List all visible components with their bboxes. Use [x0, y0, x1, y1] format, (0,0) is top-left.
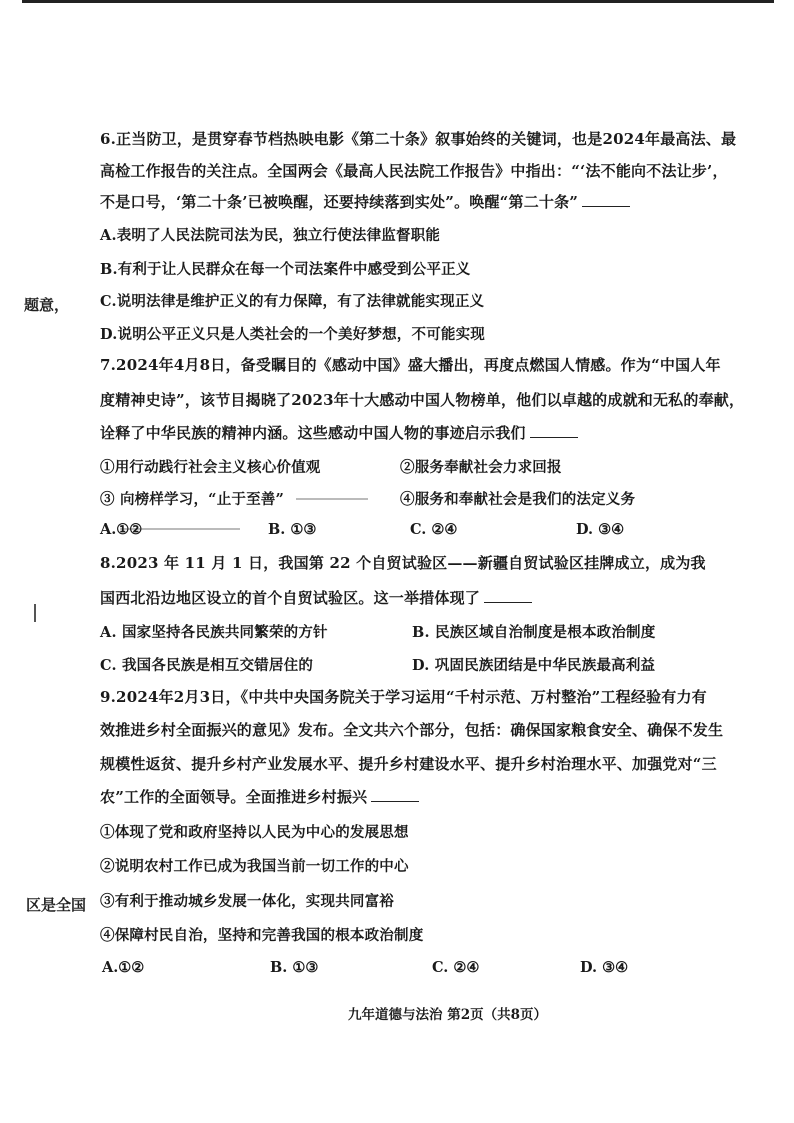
q9-choice-a: A.①② [102, 959, 145, 976]
q8-stem-line-1: 8.2023 年 11 月 1 日，我国第 22 个自贸试验区——新疆自贸试验区挂牌成立，成为我 [100, 554, 706, 572]
q9-choice-c: C. ②④ [432, 959, 480, 976]
q9-stem-line-4: 农”工作的全面领导。全面推进乡村振兴 [100, 786, 419, 807]
q7-item-3: ③ 向榜样学习，“止于至善” [100, 491, 285, 508]
q6-option-b: B.有利于让人民群众在每一个司法案件中感受到公平正义 [100, 261, 471, 278]
q7-item-1: ①用行动践行社会主义核心价值观 [100, 459, 321, 476]
q7-item-2: ②服务奉献社会力求回报 [400, 459, 562, 476]
q8-stem-line-2: 国西北沿边地区设立的首个自贸试验区。这一举措体现了 [100, 587, 532, 608]
page-footer: 九年道德与法治 第2页（共8页） [348, 1007, 547, 1023]
q8-option-a: A. 国家坚持各民族共同繁荣的方针 [100, 624, 328, 641]
margin-mark [34, 604, 36, 622]
q7-choice-b: B. ①③ [268, 521, 317, 538]
q9-stem-line-1: 9.2024年2月3日，《中共中央国务院关于学习运用“千村示范、万村整治”工程经验有力有 [100, 688, 707, 706]
q7-stem-line-1: 7.2024年4月8日，备受瞩目的《感动中国》盛大播出，再度点燃国人情感。作为“中国人年 [100, 356, 721, 374]
q9-item-3: ③有利于推动城乡发展一体化，实现共同富裕 [100, 893, 394, 910]
answer-blank [371, 789, 419, 802]
scan-smudge [296, 498, 368, 500]
q7-item-4: ④服务和奉献社会是我们的法定义务 [400, 491, 636, 508]
q7-choice-c: C. ②④ [410, 521, 458, 538]
q9-item-1: ①体现了党和政府坚持以人民为中心的发展思想 [100, 824, 409, 841]
answer-blank [582, 194, 630, 207]
q9-choice-b: B. ①③ [270, 959, 319, 976]
q7-choice-a: A.①② [100, 521, 143, 538]
margin-note-top: 题意， [24, 296, 70, 314]
q9-item-2: ②说明农村工作已成为我国当前一切工作的中心 [100, 858, 409, 875]
q6-stem-line-2: 高检工作报告的关注点。全国两会《最高人民法院工作报告》中指出：“‘法不能向不法让步’， [100, 162, 728, 180]
answer-blank [530, 425, 578, 438]
q8-option-d: D. 巩固民族团结是中华民族最高利益 [412, 657, 656, 674]
q6-option-a: A.表明了人民法院司法为民，独立行使法律监督职能 [100, 227, 441, 244]
top-border-line [22, 0, 774, 3]
q7-stem-line-3: 诠释了中华民族的精神内涵。这些感动中国人物的事迹启示我们 [100, 422, 578, 443]
answer-blank [484, 590, 532, 603]
q9-choice-d: D. ③④ [580, 959, 629, 976]
q6-option-c: C.说明法律是维护正义的有力保障，有了法律就能实现正义 [100, 293, 485, 310]
q8-option-b: B. 民族区域自治制度是根本政治制度 [412, 624, 656, 641]
q6-stem-line-1: 6.正当防卫，是贯穿春节档热映电影《第二十条》叙事始终的关键词，也是2024年最高法、最 [100, 130, 737, 148]
q7-choice-d: D. ③④ [576, 521, 625, 538]
q9-item-4: ④保障村民自治，坚持和完善我国的根本政治制度 [100, 927, 424, 944]
q7-stem-line-2: 度精神史诗”，该节目揭晓了2023年十大感动中国人物榜单，他们以卓越的成就和无私的奉献， [100, 391, 745, 409]
margin-note-bottom: 区是全国 [26, 896, 87, 914]
q6-stem-line-3: 不是口号，‘第二十条’已被唤醒，还要持续落到实处”。唤醒“第二十条” [100, 191, 630, 212]
q9-stem-line-2: 效推进乡村全面振兴的意见》发布。全文共六个部分，包括：确保国家粮食安全、确保不发生 [100, 721, 724, 739]
q6-option-d: D.说明公平正义只是人类社会的一个美好梦想，不可能实现 [100, 326, 486, 343]
q8-option-c: C. 我国各民族是相互交错居住的 [100, 657, 314, 674]
q9-stem-line-3: 规模性返贫、提升乡村产业发展水平、提升乡村建设水平、提升乡村治理水平、加强党对“三 [100, 755, 717, 773]
